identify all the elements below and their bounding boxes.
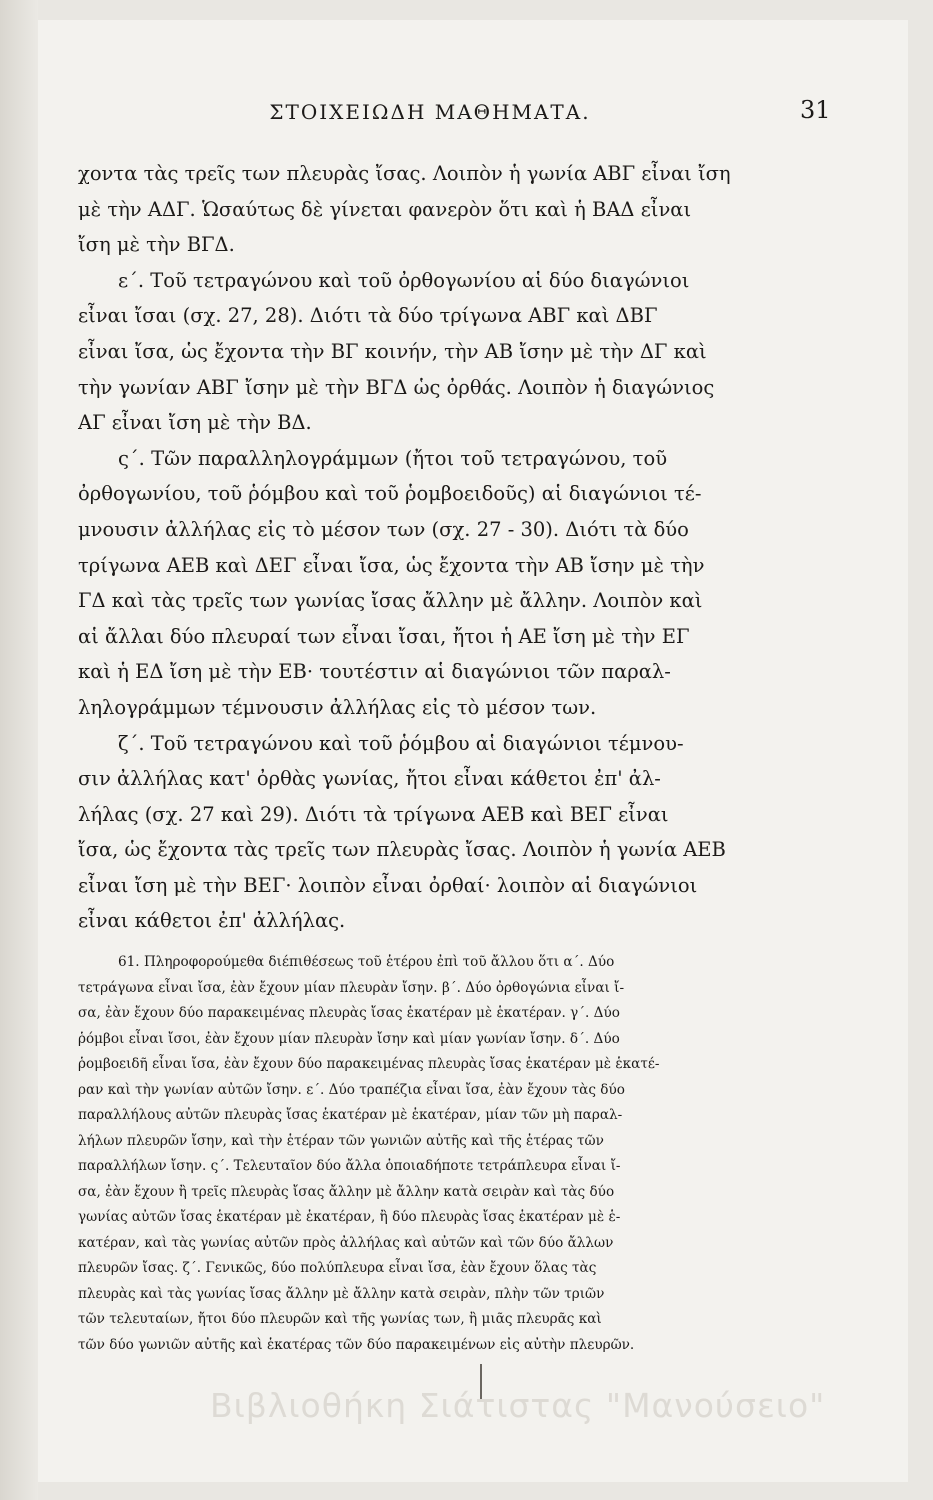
footnote-line: πλευρῶν ἴσας. ζ΄. Γενικῶς, δύο πολύπλευρα εἶναι ἴσα, ἐὰν ἔχουν ὅλας τὰς — [78, 1260, 597, 1276]
text-line: σιν ἀλλήλας κατ' ὀρθὰς γωνίας, ἤτοι εἶναι κάθετοι ἐπ' ἀλ- — [78, 767, 661, 791]
footnote-line: λήλων πλευρῶν ἴσην, καὶ τὴν ἑτέραν τῶν γωνιῶν αὐτῆς καὶ τῆς ἑτέρας τῶν — [78, 1132, 604, 1149]
text-line: λήλας (σχ. 27 καὶ 29). Διότι τὰ τρίγωνα ΑΕΒ καὶ ΒΕΓ εἶναι — [78, 802, 669, 826]
text-line: ζ΄. Τοῦ τετραγώνου καὶ τοῦ ῥόμβου αἱ διαγώνιοι τέμνου- — [118, 731, 684, 755]
page-number: 31 — [800, 96, 831, 124]
text-line: εἶναι κάθετοι ἐπ' ἀλλήλας. — [78, 909, 346, 933]
running-header — [0, 92, 933, 132]
text-line: χοντα τὰς τρεῖς των πλευρὰς ἴσας. Λοιπὸν ἡ γωνία ΑΒΓ εἶναι ἴση — [78, 162, 731, 185]
footnote-line: ῥομβοειδῆ εἶναι ἴσα, ἐὰν ἔχουν δύο παρακειμένας πλευρὰς ἴσας ἑκατέραν μὲ ἑκατέ- — [78, 1056, 660, 1072]
header-title: ΣΤΟΙΧΕΙΩΔΗ ΜΑΘΗΜΑΤΑ. — [269, 100, 591, 124]
page-edge-shadow — [0, 0, 38, 1500]
footnote-line: σα, ἐὰν ἔχουν δύο παρακειμένας πλευρὰς ἴσας ἑκατέραν μὲ ἑκατέραν. γ΄. Δύο — [78, 1005, 620, 1021]
text-line: μνουσιν ἀλλήλας εἰς τὸ μέσον των (σχ. 27 - 30). Διότι τὰ δύο — [78, 517, 689, 541]
footnote-line: τῶν δύο γωνιῶν αὐτῆς καὶ ἑκατέρας τῶν δύο παρακειμένων εἰς αὐτὴν πλευρῶν. — [78, 1336, 635, 1353]
library-watermark: Βιβλιοθήκη Σιάτιστας "Μανούσειο" — [210, 1386, 826, 1425]
text-line: τὴν γωνίαν ΑΒΓ ἴσην μὲ τὴν ΒΓΔ ὡς ὀρθάς. Λοιπὸν ἡ διαγώνιος — [78, 375, 715, 399]
text-line: εἶναι ἴση μὲ τὴν ΒΕΓ· λοιπὸν εἶναι ὀρθαί· λοιπὸν αἱ διαγώνιοι — [78, 873, 698, 897]
text-line: ΑΓ εἶναι ἴση μὲ τὴν ΒΔ. — [78, 411, 312, 435]
main-text — [78, 156, 804, 939]
footnote-line: παραλλήλους αὐτῶν πλευρὰς ἴσας ἑκατέραν μὲ ἑκατέραν, μίαν τῶν μὴ παραλ- — [78, 1107, 623, 1123]
footnote-line: σα, ἐὰν ἔχουν ἢ τρεῖς πλευρὰς ἴσας ἄλλην μὲ ἄλλην κατὰ σειρὰν καὶ τὰς δύο — [78, 1183, 615, 1200]
text-line: εἶναι ἴσαι (σχ. 27, 28). Διότι τὰ δύο τρίγωνα ΑΒΓ καὶ ΔΒΓ — [78, 304, 658, 328]
footnote-line: τετράγωνα εἶναι ἴσα, ἐὰν ἔχουν μίαν πλευρὰν ἴσην. β΄. Δύο ὀρθογώνια εἶναι ἴ- — [78, 979, 625, 996]
text-line: τρίγωνα ΑΕΒ καὶ ΔΕΓ εἶναι ἴσα, ὡς ἔχοντα τὴν ΑΒ ἴσην μὲ τὴν — [78, 553, 705, 577]
text-line: εἶναι ἴσα, ὡς ἔχοντα τὴν ΒΓ κοινήν, τὴν ΑΒ ἴσην μὲ τὴν ΔΓ καὶ — [78, 339, 707, 363]
footnote-line: ῥόμβοι εἶναι ἴσοι, ἐὰν ἔχουν μίαν πλευρὰν ἴσην καὶ μίαν γωνίαν ἴσην. δ΄. Δύο — [78, 1030, 620, 1047]
text-line: καὶ ἡ ΕΔ ἴση μὲ τὴν ΕΒ· τουτέστιν αἱ διαγώνιοι τῶν παραλ- — [78, 660, 671, 684]
footnote-line: γωνίας αὐτῶν ἴσας ἑκατέραν μὲ ἑκατέραν, ἢ δύο πλευρὰς ἴσας ἑκατέραν μὲ ἑ- — [78, 1209, 621, 1225]
footnote-line: κατέραν, καὶ τὰς γωνίας αὐτῶν πρὸς ἀλλήλας καὶ αὐτῶν καὶ τῶν δύο ἄλλων — [78, 1234, 614, 1251]
text-line: ς΄. Τῶν παραλληλογράμμων (ἤτοι τοῦ τετραγώνου, τοῦ — [118, 446, 668, 470]
footnote-line: τῶν τελευταίων, ἤτοι δύο πλευρῶν καὶ τῆς γωνίας των, ἢ μιᾶς πλευρᾶς καὶ — [78, 1311, 602, 1327]
footnote-line: ραν καὶ τὴν γωνίαν αὐτῶν ἴσην. ε΄. Δύο τραπέζια εἶναι ἴσα, ἐὰν ἔχουν τὰς δύο — [78, 1081, 625, 1098]
text-line: ἴση μὲ τὴν ΒΓΔ. — [78, 233, 235, 257]
text-line: ἴσα, ὡς ἔχοντα τὰς τρεῖς των πλευρὰς ἴσας. Λοιπὸν ἡ γωνία ΑΕΒ — [78, 838, 726, 862]
text-line: μὲ τὴν ΑΔΓ. Ὡσαύτως δὲ γίνεται φανερὸν ὅτι καὶ ἡ ΒΑΔ εἶναι — [78, 197, 692, 221]
text-line: ΓΔ καὶ τὰς τρεῖς των γωνίας ἴσας ἄλλην μὲ ἄλλην. Λοιπὸν καὶ — [78, 589, 703, 613]
text-line: ληλογράμμων τέμνουσιν ἀλλήλας εἰς τὸ μέσον των. — [78, 695, 597, 719]
footnote-line: πλευρὰς καὶ τὰς γωνίας ἴσας ἄλλην μὲ ἄλλην κατὰ σειρὰν, πλὴν τῶν τριῶν — [78, 1285, 605, 1302]
footnote-block — [78, 950, 804, 1358]
text-line: ε΄. Τοῦ τετραγώνου καὶ τοῦ ὀρθογωνίου αἱ δύο διαγώνιοι — [118, 268, 690, 292]
paragraph — [78, 156, 804, 939]
footnote-line: 61. Πληροφορούμεθα διέπιθέσεως τοῦ ἑτέρου ἐπὶ τοῦ ἄλλου ὅτι α΄. Δύο — [118, 954, 615, 970]
footnote-line: παραλλήλων ἴσην. ς΄. Τελευταῖον δύο ἄλλα ὁποιαδήποτε τετράπλευρα εἶναι ἴ- — [78, 1158, 621, 1174]
text-line: ὀρθογωνίου, τοῦ ῥόμβου καὶ τοῦ ῥομβοειδοῦς) αἱ διαγώνιοι τέ- — [78, 482, 702, 506]
text-line: αἱ ἄλλαι δύο πλευραί των εἶναι ἴσαι, ἤτοι ἡ ΑΕ ἴση μὲ τὴν ΕΓ — [78, 624, 690, 648]
